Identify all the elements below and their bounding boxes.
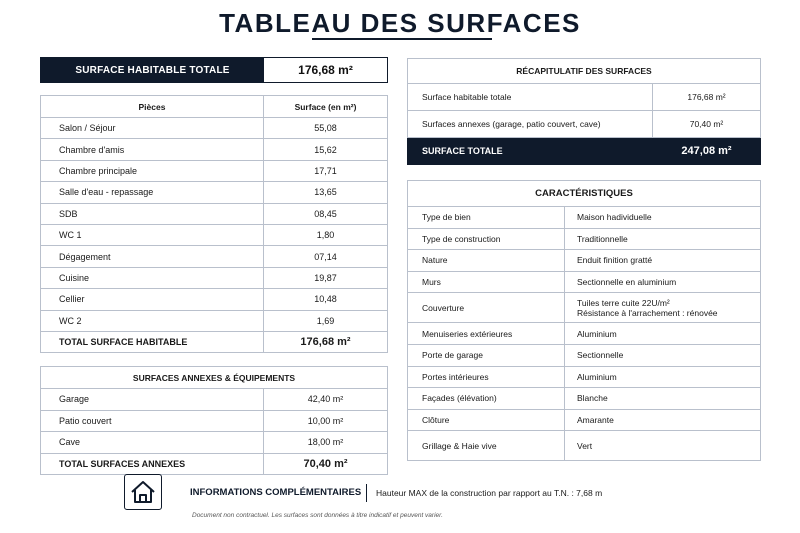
pieces-table — [40, 95, 388, 353]
annex-name: Patio couvert — [41, 410, 264, 432]
total-habitable-value: 176,68 m² — [264, 331, 388, 352]
table-row — [408, 271, 761, 293]
annex-name: Cave — [41, 432, 264, 454]
room-name: Chambre principale — [41, 160, 264, 181]
annex-surface: 10,00 m² — [264, 410, 388, 432]
annex-surface: 42,40 m² — [264, 389, 388, 411]
feature-value: Tuiles terre cuite 22U/m² — [577, 297, 670, 308]
feature-name: Type de bien — [408, 207, 565, 229]
feature-value: Aluminium — [565, 323, 761, 345]
feature-value: Sectionnelle en aluminium — [565, 271, 761, 293]
room-name: Chambre d'amis — [41, 139, 264, 160]
table-header-row — [408, 181, 761, 207]
feature-name: Portes intérieures — [408, 366, 565, 388]
table-row — [41, 139, 388, 160]
room-surface: 1,69 — [264, 310, 388, 331]
table-row — [408, 250, 761, 272]
room-surface: 55,08 — [264, 118, 388, 139]
table-row — [41, 224, 388, 245]
annex-name: Garage — [41, 389, 264, 411]
room-name: SDB — [41, 203, 264, 224]
room-surface: 08,45 — [264, 203, 388, 224]
room-surface: 1,80 — [264, 224, 388, 245]
table-row — [41, 182, 388, 203]
feature-value: Maison hadividuelle — [565, 207, 761, 229]
recap-header: RÉCAPITULATIF DES SURFACES — [408, 59, 761, 84]
table-row — [41, 203, 388, 224]
table-row — [408, 111, 761, 138]
room-surface: 10,48 — [264, 289, 388, 310]
info-title: INFORMATIONS COMPLÉMENTAIRES — [190, 487, 362, 498]
feature-value-secondary: Résistance à l'arrachement : rénovée — [577, 307, 718, 318]
recap-value: 70,40 m² — [653, 111, 761, 138]
feature-name: Nature — [408, 250, 565, 272]
table-row — [408, 207, 761, 229]
total-annexes-value: 70,40 m² — [264, 453, 388, 475]
table-row — [408, 228, 761, 250]
feature-value: Aluminium — [565, 366, 761, 388]
table-row — [408, 409, 761, 431]
feature-value: Traditionnelle — [565, 228, 761, 250]
room-name: Salle d'eau - repassage — [41, 182, 264, 203]
disclaimer: Document non contractuel. Les surfaces sont données à titre indicatif et peuvent varier. — [192, 512, 443, 519]
recap-name: Surfaces annexes (garage, patio couvert, cave) — [408, 111, 653, 138]
habitable-total-label: SURFACE HABITABLE TOTALE — [41, 58, 264, 82]
recap-name: Surface habitable totale — [408, 84, 653, 111]
feature-value: Vert — [565, 431, 761, 461]
table-row — [41, 160, 388, 181]
room-name: WC 1 — [41, 224, 264, 245]
surface-totale-label: SURFACE TOTALE — [408, 138, 653, 165]
table-row — [408, 366, 761, 388]
habitable-total-value: 176,68 m² — [264, 58, 387, 82]
feature-value-multiline — [565, 293, 761, 323]
recap-value: 176,68 m² — [653, 84, 761, 111]
divider — [366, 484, 367, 502]
room-surface: 07,14 — [264, 246, 388, 267]
table-row — [408, 293, 761, 323]
surface-totale-value: 247,08 m² — [653, 138, 761, 165]
table-header-row — [41, 367, 388, 389]
room-surface: 13,65 — [264, 182, 388, 203]
room-name: Salon / Séjour — [41, 118, 264, 139]
recap-table — [407, 58, 761, 165]
info-text: Hauteur MAX de la construction par rapport au T.N. : 7,68 m — [376, 488, 603, 498]
table-row — [408, 388, 761, 410]
feature-value: Enduit finition gratté — [565, 250, 761, 272]
table-row — [41, 118, 388, 139]
feature-value: Sectionnelle — [565, 344, 761, 366]
habitable-total-banner — [40, 57, 388, 83]
feature-name: Façades (élévation) — [408, 388, 565, 410]
annex-surface: 18,00 m² — [264, 432, 388, 454]
table-row — [408, 323, 761, 345]
room-surface: 19,87 — [264, 267, 388, 288]
total-annexes-label: TOTAL SURFACES ANNEXES — [41, 453, 264, 475]
table-row — [41, 410, 388, 432]
room-name: Dégagement — [41, 246, 264, 267]
total-habitable-label: TOTAL SURFACE HABITABLE — [41, 331, 264, 352]
feature-name: Clôture — [408, 409, 565, 431]
feature-name: Porte de garage — [408, 344, 565, 366]
column-header: Surface (en m²) — [264, 96, 388, 118]
table-row — [41, 246, 388, 267]
feature-name: Grillage & Haie vive — [408, 431, 565, 461]
feature-name: Couverture — [408, 293, 565, 323]
page-title: TABLEAU DES SURFACES — [219, 8, 581, 38]
table-row — [41, 310, 388, 331]
table-row — [41, 267, 388, 288]
feature-value: Blanche — [565, 388, 761, 410]
table-row — [41, 289, 388, 310]
table-row — [408, 431, 761, 461]
feature-name: Murs — [408, 271, 565, 293]
feature-value: Amarante — [565, 409, 761, 431]
annexes-header: SURFACES ANNEXES & ÉQUIPEMENTS — [41, 367, 388, 389]
table-row — [41, 389, 388, 411]
caracteristiques-header: CARACTÉRISTIQUES — [408, 181, 761, 207]
home-icon — [124, 474, 162, 510]
total-row — [41, 453, 388, 475]
feature-name: Type de construction — [408, 228, 565, 250]
caracteristiques-table — [407, 180, 761, 461]
table-row — [408, 344, 761, 366]
room-surface: 17,71 — [264, 160, 388, 181]
table-row — [408, 84, 761, 111]
table-header-row — [408, 59, 761, 84]
room-name: Cellier — [41, 289, 264, 310]
room-name: WC 2 — [41, 310, 264, 331]
feature-name: Menuiseries extérieures — [408, 323, 565, 345]
table-row — [41, 432, 388, 454]
title-underline — [312, 38, 492, 40]
column-header: Pièces — [41, 96, 264, 118]
annexes-table — [40, 366, 388, 475]
room-surface: 15,62 — [264, 139, 388, 160]
room-name: Cuisine — [41, 267, 264, 288]
total-row — [41, 331, 388, 352]
table-header-row — [41, 96, 388, 118]
total-row — [408, 138, 761, 165]
